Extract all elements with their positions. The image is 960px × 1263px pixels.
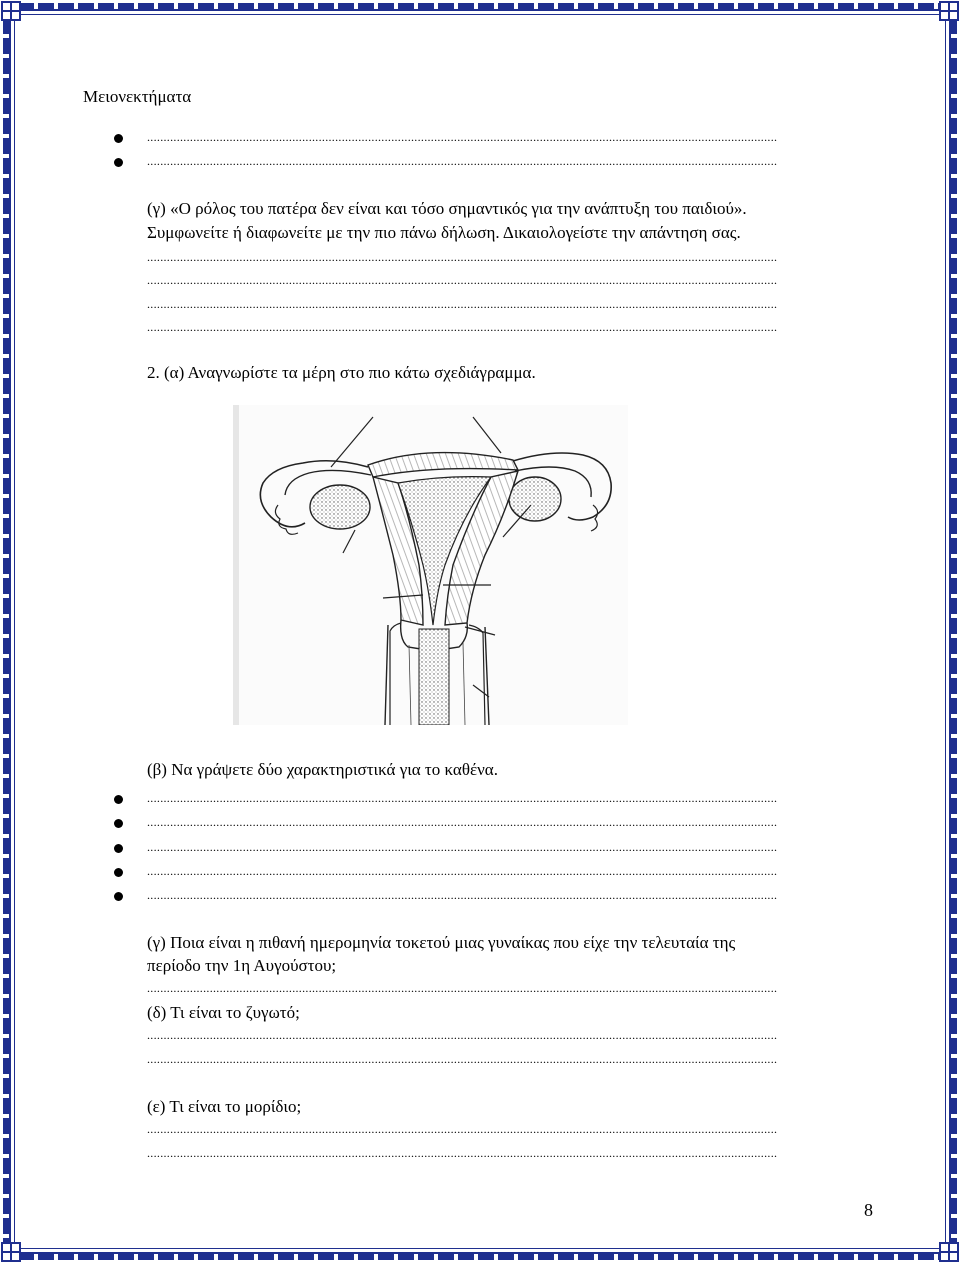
answer-line[interactable]: ...............................................................................................................................................................................................: [147, 981, 778, 995]
answer-line[interactable]: ...............................................................................................................................................................................................: [147, 1122, 778, 1136]
question-text: (δ) Τι είναι το ζυγωτό;: [147, 1003, 300, 1022]
answer-line[interactable]: ...............................................................................................................................................................................................: [147, 1146, 778, 1160]
border-corner-ornament: [939, 1, 959, 21]
question-text: (β) Να γράψετε δύο χαρακτηριστικά για το καθένα.: [147, 760, 498, 779]
answer-line[interactable]: ...............................................................................................................................................................................................: [147, 815, 778, 829]
page-border-bottom: [18, 1254, 942, 1260]
bullet: [114, 868, 123, 877]
answer-line[interactable]: ...............................................................................................................................................................................................: [147, 864, 778, 878]
answer-line[interactable]: ...............................................................................................................................................................................................: [147, 297, 778, 311]
answer-line[interactable]: ...............................................................................................................................................................................................: [147, 154, 778, 168]
page-border-top: [18, 3, 942, 9]
answer-line[interactable]: ...............................................................................................................................................................................................: [147, 1052, 778, 1066]
section-heading: Μειονεκτήματα: [83, 87, 192, 106]
question-text: 2. (α) Αναγνωρίστε τα μέρη στο πιο κάτω σχεδιάγραμμα.: [147, 363, 536, 382]
answer-line[interactable]: ...............................................................................................................................................................................................: [147, 888, 778, 902]
uterus-diagram: [233, 405, 628, 725]
question-text: περίοδο την 1η Αυγούστου;: [147, 956, 337, 975]
bullet: [114, 158, 123, 167]
answer-line[interactable]: ...............................................................................................................................................................................................: [147, 130, 778, 144]
bullet: [114, 892, 123, 901]
page-number: 8: [864, 1200, 873, 1220]
answer-line[interactable]: ...............................................................................................................................................................................................: [147, 1028, 778, 1042]
question-text: (γ) «Ο ρόλος του πατέρα δεν είναι και τόσο σημαντικός για την ανάπτυξη του παιδιού».: [147, 199, 747, 218]
question-text: (ε) Τι είναι το μορίδιο;: [147, 1097, 302, 1116]
answer-line[interactable]: ...............................................................................................................................................................................................: [147, 320, 778, 334]
page-border-left: [3, 18, 9, 1245]
bullet: [114, 134, 123, 143]
answer-line[interactable]: ...............................................................................................................................................................................................: [147, 791, 778, 805]
question-text: (γ) Ποια είναι η πιθανή ημερομηνία τοκετού μιας γυναίκας που είχε την τελευταία της: [147, 933, 736, 952]
answer-line[interactable]: ...............................................................................................................................................................................................: [147, 250, 778, 264]
answer-line[interactable]: ...............................................................................................................................................................................................: [147, 273, 778, 287]
answer-line[interactable]: ...............................................................................................................................................................................................: [147, 840, 778, 854]
bullet: [114, 795, 123, 804]
page-border-right: [951, 18, 957, 1245]
bullet: [114, 819, 123, 828]
question-text: Συμφωνείτε ή διαφωνείτε με την πιο πάνω δήλωση. Δικαιολογείστε την απάντηση σας.: [147, 223, 741, 242]
border-corner-ornament: [1, 1, 21, 21]
border-corner-ornament: [939, 1242, 959, 1262]
bullet: [114, 844, 123, 853]
border-corner-ornament: [1, 1242, 21, 1262]
